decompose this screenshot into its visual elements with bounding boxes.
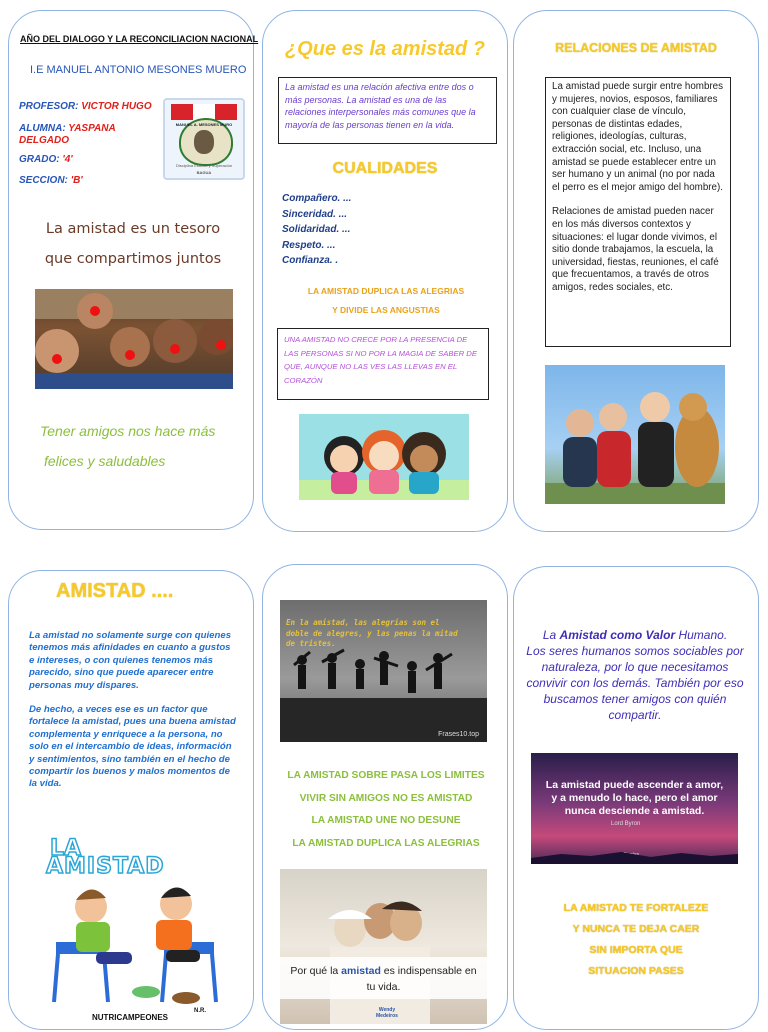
duplica-line-1: LA AMISTAD DUPLICA LAS ALEGRIAS bbox=[307, 286, 465, 296]
seccion-line bbox=[19, 175, 83, 186]
quality-item: Confianza. . bbox=[282, 255, 339, 266]
clipart-footer: NUTRICAMPEONES bbox=[92, 1013, 169, 1022]
fortaleze-line: Y NUNCA TE DEJA CAER bbox=[572, 923, 700, 935]
valor-text bbox=[526, 627, 744, 723]
frase-line: LA AMISTAD DUPLICA LAS ALEGRIAS bbox=[292, 837, 480, 849]
fortaleze-line: LA AMISTAD TE FORTALEZE bbox=[563, 902, 709, 914]
friends-healthy-text bbox=[40, 416, 250, 476]
grado-label: GRADO: bbox=[19, 154, 60, 165]
frase-line: LA AMISTAD SOBRE PASA LOS LIMITES bbox=[287, 770, 485, 781]
byron-quote-image bbox=[531, 753, 738, 864]
cartoon-girls-illustration bbox=[299, 414, 469, 500]
alumna-name-2: DELGADO bbox=[19, 135, 69, 146]
relaciones-title: RELACIONES DE AMISTAD bbox=[555, 41, 717, 55]
treasure-quote bbox=[28, 214, 238, 274]
silhouette-credit: Frases10.top bbox=[438, 731, 479, 738]
school-name: I.E MANUEL ANTONIO MESONES MUERO bbox=[30, 64, 247, 76]
silhouette-quote: En la amistad, las alegrías son el doble de alegres, y las penas la mitad de tristes. bbox=[286, 618, 458, 648]
relaciones-para-2: Relaciones de amistad pueden nacer en los más diversos contextos y situaciones: el lugar donde vivimos, el sitio donde trabajamos, la escuela, la universidad, fiestas, reuniones, el café que frecuentamos, a través de otros amigos, redes sociales, etc. bbox=[552, 206, 719, 293]
valor-pre: La bbox=[542, 628, 560, 642]
amistad-title: AMISTAD .... bbox=[56, 580, 174, 602]
kids-clown-nose-photo bbox=[35, 289, 233, 389]
clipart-title-amistad: AMISTAD bbox=[46, 854, 165, 879]
photo-caption-bold: amistad bbox=[341, 965, 381, 977]
frase-line: VIVIR SIN AMIGOS NO ES AMISTAD bbox=[299, 792, 473, 804]
silhouette-sunset-photo bbox=[280, 600, 487, 742]
boys-dog-illustration bbox=[545, 365, 725, 504]
emblem-portrait bbox=[194, 130, 214, 154]
friends-hug-illustration bbox=[280, 869, 487, 1024]
year-header: AÑO DEL DIALOGO Y LA RECONCILIACION NACIONAL bbox=[20, 34, 259, 44]
friends-hug-photo bbox=[280, 869, 487, 1024]
clipart-title-la: LA bbox=[50, 836, 82, 861]
magic-quote-box bbox=[277, 328, 489, 400]
duplica-line-2: Y DIVIDE LAS ANGUSTIAS bbox=[332, 305, 440, 315]
relaciones-para-1: La amistad puede surgir entre hombres y mujeres, novios, esposos, familiares con cualquier clase de vínculo, personas de distintas edades, religiones, ideologías, culturas, extracción social, etc. Incluso, una amistad se puede establecer entre un ser humano y un animal (no por nada el perro es el mejor amigo del hombre). bbox=[552, 81, 723, 193]
seccion-value: 'B' bbox=[70, 175, 83, 186]
amistad-para-1: La amistad no solamente surge con quienes tenemos más afinidades en cuanto a gustos e intereses, o con quienes tenemos más parecido, sino que puede aparecer entre personas muy dispares. bbox=[29, 630, 232, 691]
clipart-mark: N.R. bbox=[194, 1008, 206, 1014]
emblem-city: BAGUA bbox=[196, 170, 212, 175]
la-amistad-clipart bbox=[36, 832, 236, 1024]
seccion-label: SECCION: bbox=[19, 175, 68, 186]
valor-heading bbox=[526, 627, 744, 643]
byron-author: Lord Byron bbox=[611, 821, 641, 827]
definition-box bbox=[278, 77, 497, 144]
emblem-flag-red bbox=[171, 104, 193, 120]
alumna-line bbox=[19, 123, 159, 147]
valor-bold: Amistad como Valor bbox=[559, 628, 676, 642]
byron-quote: La amistad puede ascender a amor, y a menudo lo hace, pero el amor nunca desciende a amistad. bbox=[545, 779, 724, 817]
quality-item: Respeto. ... bbox=[282, 239, 336, 251]
amistad-para-2: De hecho, a veces ese es un factor que fortalece la amistad, pues una buena amistad complementa y enriquece a la persona, no solo en el intercambio de ideas, información y sentimientos, sino también en el hecho de compartir los buenos y malos momentos de la vida. bbox=[29, 704, 236, 790]
cartoon-girls-image bbox=[299, 414, 469, 500]
profesor-label: PROFESOR: bbox=[19, 101, 79, 112]
emblem-flag-red-2 bbox=[215, 104, 237, 120]
que-es-title: ¿Que es la amistad ? bbox=[284, 38, 486, 60]
grado-value: '4' bbox=[62, 154, 73, 165]
qualities-list bbox=[282, 191, 351, 269]
quality-item: Compañero. ... bbox=[282, 193, 352, 204]
two-boys-illustration bbox=[36, 872, 236, 1032]
kids-photo-illustration bbox=[35, 289, 233, 389]
magic-quote-text: UNA AMISTAD NO CRECE POR LA PRESENCIA DE LAS PERSONAS SI NO POR LA MAGIA DE SABER DE QUE, AUNQUE NO LAS VES LAS LLEVAS EN EL CORAZÓN bbox=[284, 335, 477, 385]
school-emblem bbox=[163, 98, 245, 180]
emblem-motto: Disciplina Estudio y Superación bbox=[175, 163, 233, 168]
emblem-name: MANUEL A. MESONES MURO bbox=[175, 122, 233, 127]
photo-brand: Wendy Medeiros bbox=[376, 1007, 398, 1019]
valor-post: Humano. bbox=[675, 628, 728, 642]
profesor-name: VICTOR HUGO bbox=[81, 101, 152, 112]
treasure-quote-line-1: La amistad es un tesoro bbox=[45, 221, 221, 237]
fortaleze-line: SIN IMPORTA QUE bbox=[589, 944, 683, 956]
friends-healthy-line-1: Tener amigos nos hace más bbox=[40, 423, 216, 439]
grado-line bbox=[19, 154, 73, 165]
boys-dog-photo bbox=[545, 365, 725, 504]
friends-healthy-line-2: felices y saludables bbox=[44, 453, 166, 469]
alumna-label: ALUMNA: bbox=[19, 123, 66, 134]
definition-text: La amistad es una relación afectiva entre dos o más personas. La amistad es una de las relaciones interpersonales más comunes que la mayoría de las personas tienen en la vida. bbox=[285, 82, 476, 130]
photo-caption-pre: Por qué la bbox=[290, 965, 342, 977]
duplica-text bbox=[262, 282, 510, 320]
jumping-people-silhouettes bbox=[280, 600, 487, 742]
frase-line: LA AMISTAD UNE NO DESUNE bbox=[311, 815, 461, 826]
alumna-name-1: YASPANA bbox=[68, 123, 116, 134]
relaciones-box bbox=[545, 77, 731, 347]
fortaleze-line: SITUACION PASES bbox=[588, 965, 684, 977]
valor-body: Los seres humanos somos sociables por naturaleza, por lo que necesitamos convivir con los demás. También por eso buscamos tener amigos con quién compartir. bbox=[526, 644, 744, 722]
amistad-body bbox=[29, 630, 237, 791]
treasure-quote-line-2: que compartimos juntos bbox=[44, 251, 222, 267]
qualities-title: CUALIDADES bbox=[332, 160, 438, 177]
profesor-line bbox=[19, 101, 152, 112]
frases-list bbox=[262, 765, 510, 855]
quality-item: Solidaridad. ... bbox=[282, 224, 351, 235]
photo-caption-post: es indispensable en tu vida. bbox=[366, 965, 477, 993]
quality-item: Sinceridad. ... bbox=[282, 208, 348, 220]
photo-caption bbox=[288, 963, 479, 995]
fortaleze-text bbox=[513, 898, 759, 982]
sunset-horizon bbox=[531, 844, 738, 864]
